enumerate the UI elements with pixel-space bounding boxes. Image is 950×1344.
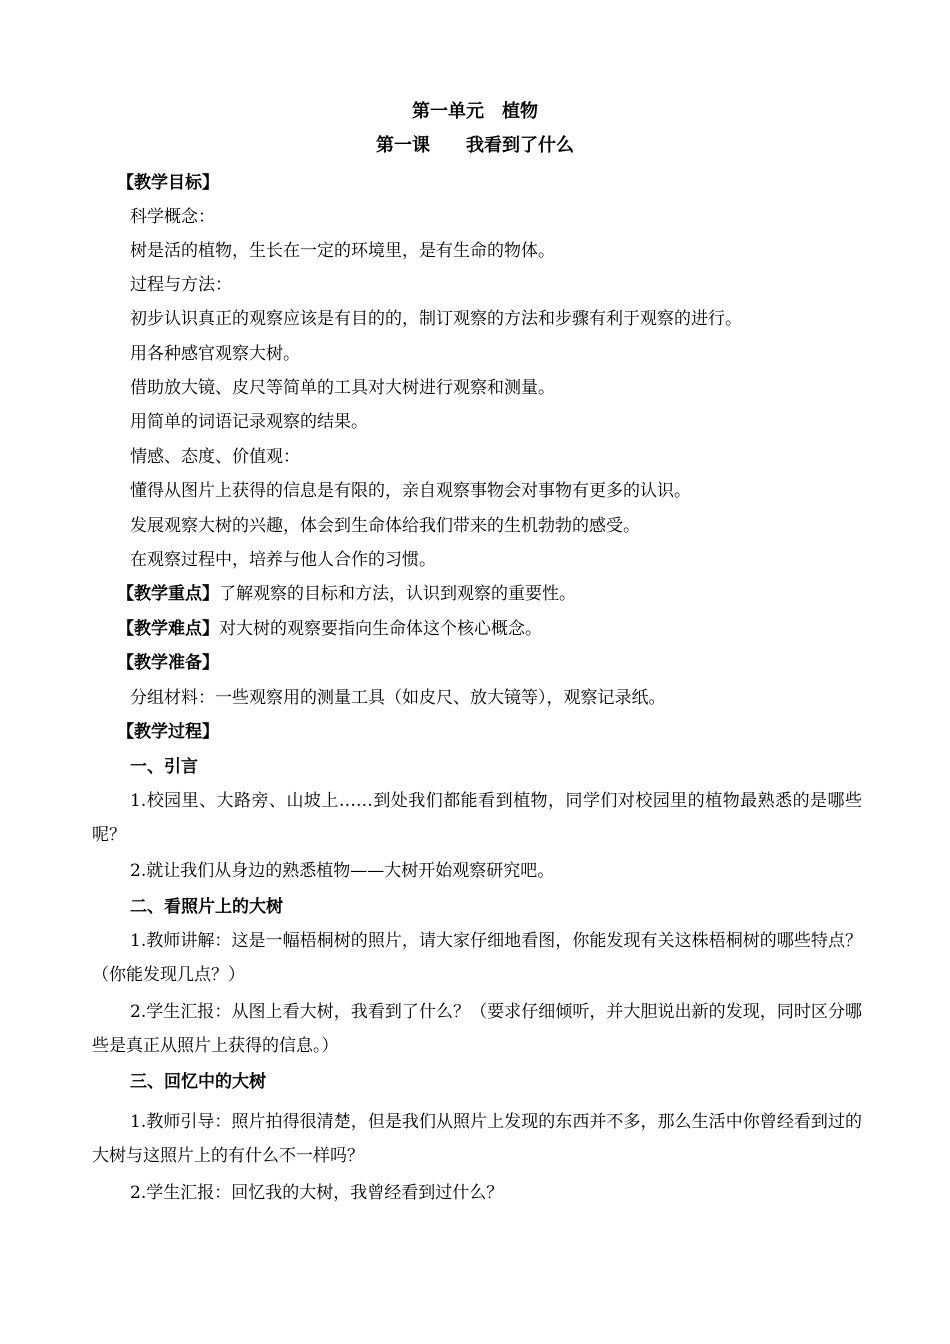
- difficulty-text: 对大树的观察要指向生命体这个核心概念。: [219, 619, 542, 639]
- lesson-title: 第一课 我看到了什么: [376, 135, 574, 156]
- preparation-text: 分组材料：一些观察用的测量工具（如皮尺、放大镜等），观察记录纸。: [130, 688, 666, 708]
- method-item-4: 用简单的词语记录观察的结果。: [130, 412, 368, 432]
- key-point-text: 了解观察的目标和方法，认识到观察的重要性。: [219, 584, 576, 604]
- key-point-label: 【教学重点】: [117, 584, 219, 604]
- section-1-paragraph-1: 1.校园里、大路旁、山坡上……到处我们都能看到植物，同学们对校园里的植物最熟悉的是哪些呢？: [92, 791, 862, 845]
- section-1-title: 一、引言: [130, 757, 198, 777]
- section-2-paragraph-2: 2.学生汇报：从图上看大树，我看到了什么？（要求仔细倾听，并大胆说出新的发现，同时区分哪些是真正从照片上获得的信息。）: [92, 1002, 862, 1056]
- method-item-3: 借助放大镜、皮尺等简单的工具对大树进行观察和测量。: [130, 378, 555, 398]
- method-item-1: 初步认识真正的观察应该是有目的的，制订观察的方法和步骤有利于观察的进行。: [130, 309, 742, 329]
- method-item-2: 用各种感官观察大树。: [130, 344, 300, 364]
- section-1-paragraph-2: 2.就让我们从身边的熟悉植物——大树开始观察研究吧。: [130, 861, 555, 881]
- section-3-paragraph-2: 2.学生汇报：回忆我的大树，我曾经看到过什么？: [130, 1183, 504, 1203]
- attitude-item-2: 发展观察大树的兴趣，体会到生命体给我们带来的生机勃勃的感受。: [130, 516, 640, 536]
- section-3-title: 三、回忆中的大树: [130, 1072, 266, 1092]
- preparation-heading: 【教学准备】: [117, 653, 219, 673]
- difficulty-label: 【教学难点】: [117, 619, 219, 639]
- difficulty: [117, 612, 862, 646]
- process-heading: 【教学过程】: [117, 722, 219, 742]
- section-3-paragraph-1: 1.教师引导：照片拍得很清楚，但是我们从照片上发现的东西并不多，那么生活中你曾经看到过的大树与这照片上的有什么不一样吗？: [92, 1112, 862, 1166]
- section-2-paragraph-1: 1.教师讲解：这是一幅梧桐树的照片，请大家仔细地看图，你能发现有关这株梧桐树的哪些特点？（你能发现几点？）: [92, 931, 862, 985]
- attitude-item-1: 懂得从图片上获得的信息是有限的，亲自观察事物会对事物有更多的认识。: [130, 481, 691, 501]
- concept-text: 树是活的植物，生长在一定的环境里，是有生命的物体。: [130, 241, 555, 261]
- concept-label: 科学概念：: [130, 207, 215, 227]
- key-point: [117, 577, 862, 611]
- objectives-heading: 【教学目标】: [117, 173, 219, 193]
- section-2-title: 二、看照片上的大树: [130, 897, 283, 917]
- attitude-item-3: 在观察过程中，培养与他人合作的习惯。: [130, 550, 436, 570]
- unit-title: 第一单元 植物: [412, 101, 538, 122]
- method-label: 过程与方法：: [130, 275, 232, 295]
- attitude-label: 情感、态度、价值观：: [130, 447, 300, 467]
